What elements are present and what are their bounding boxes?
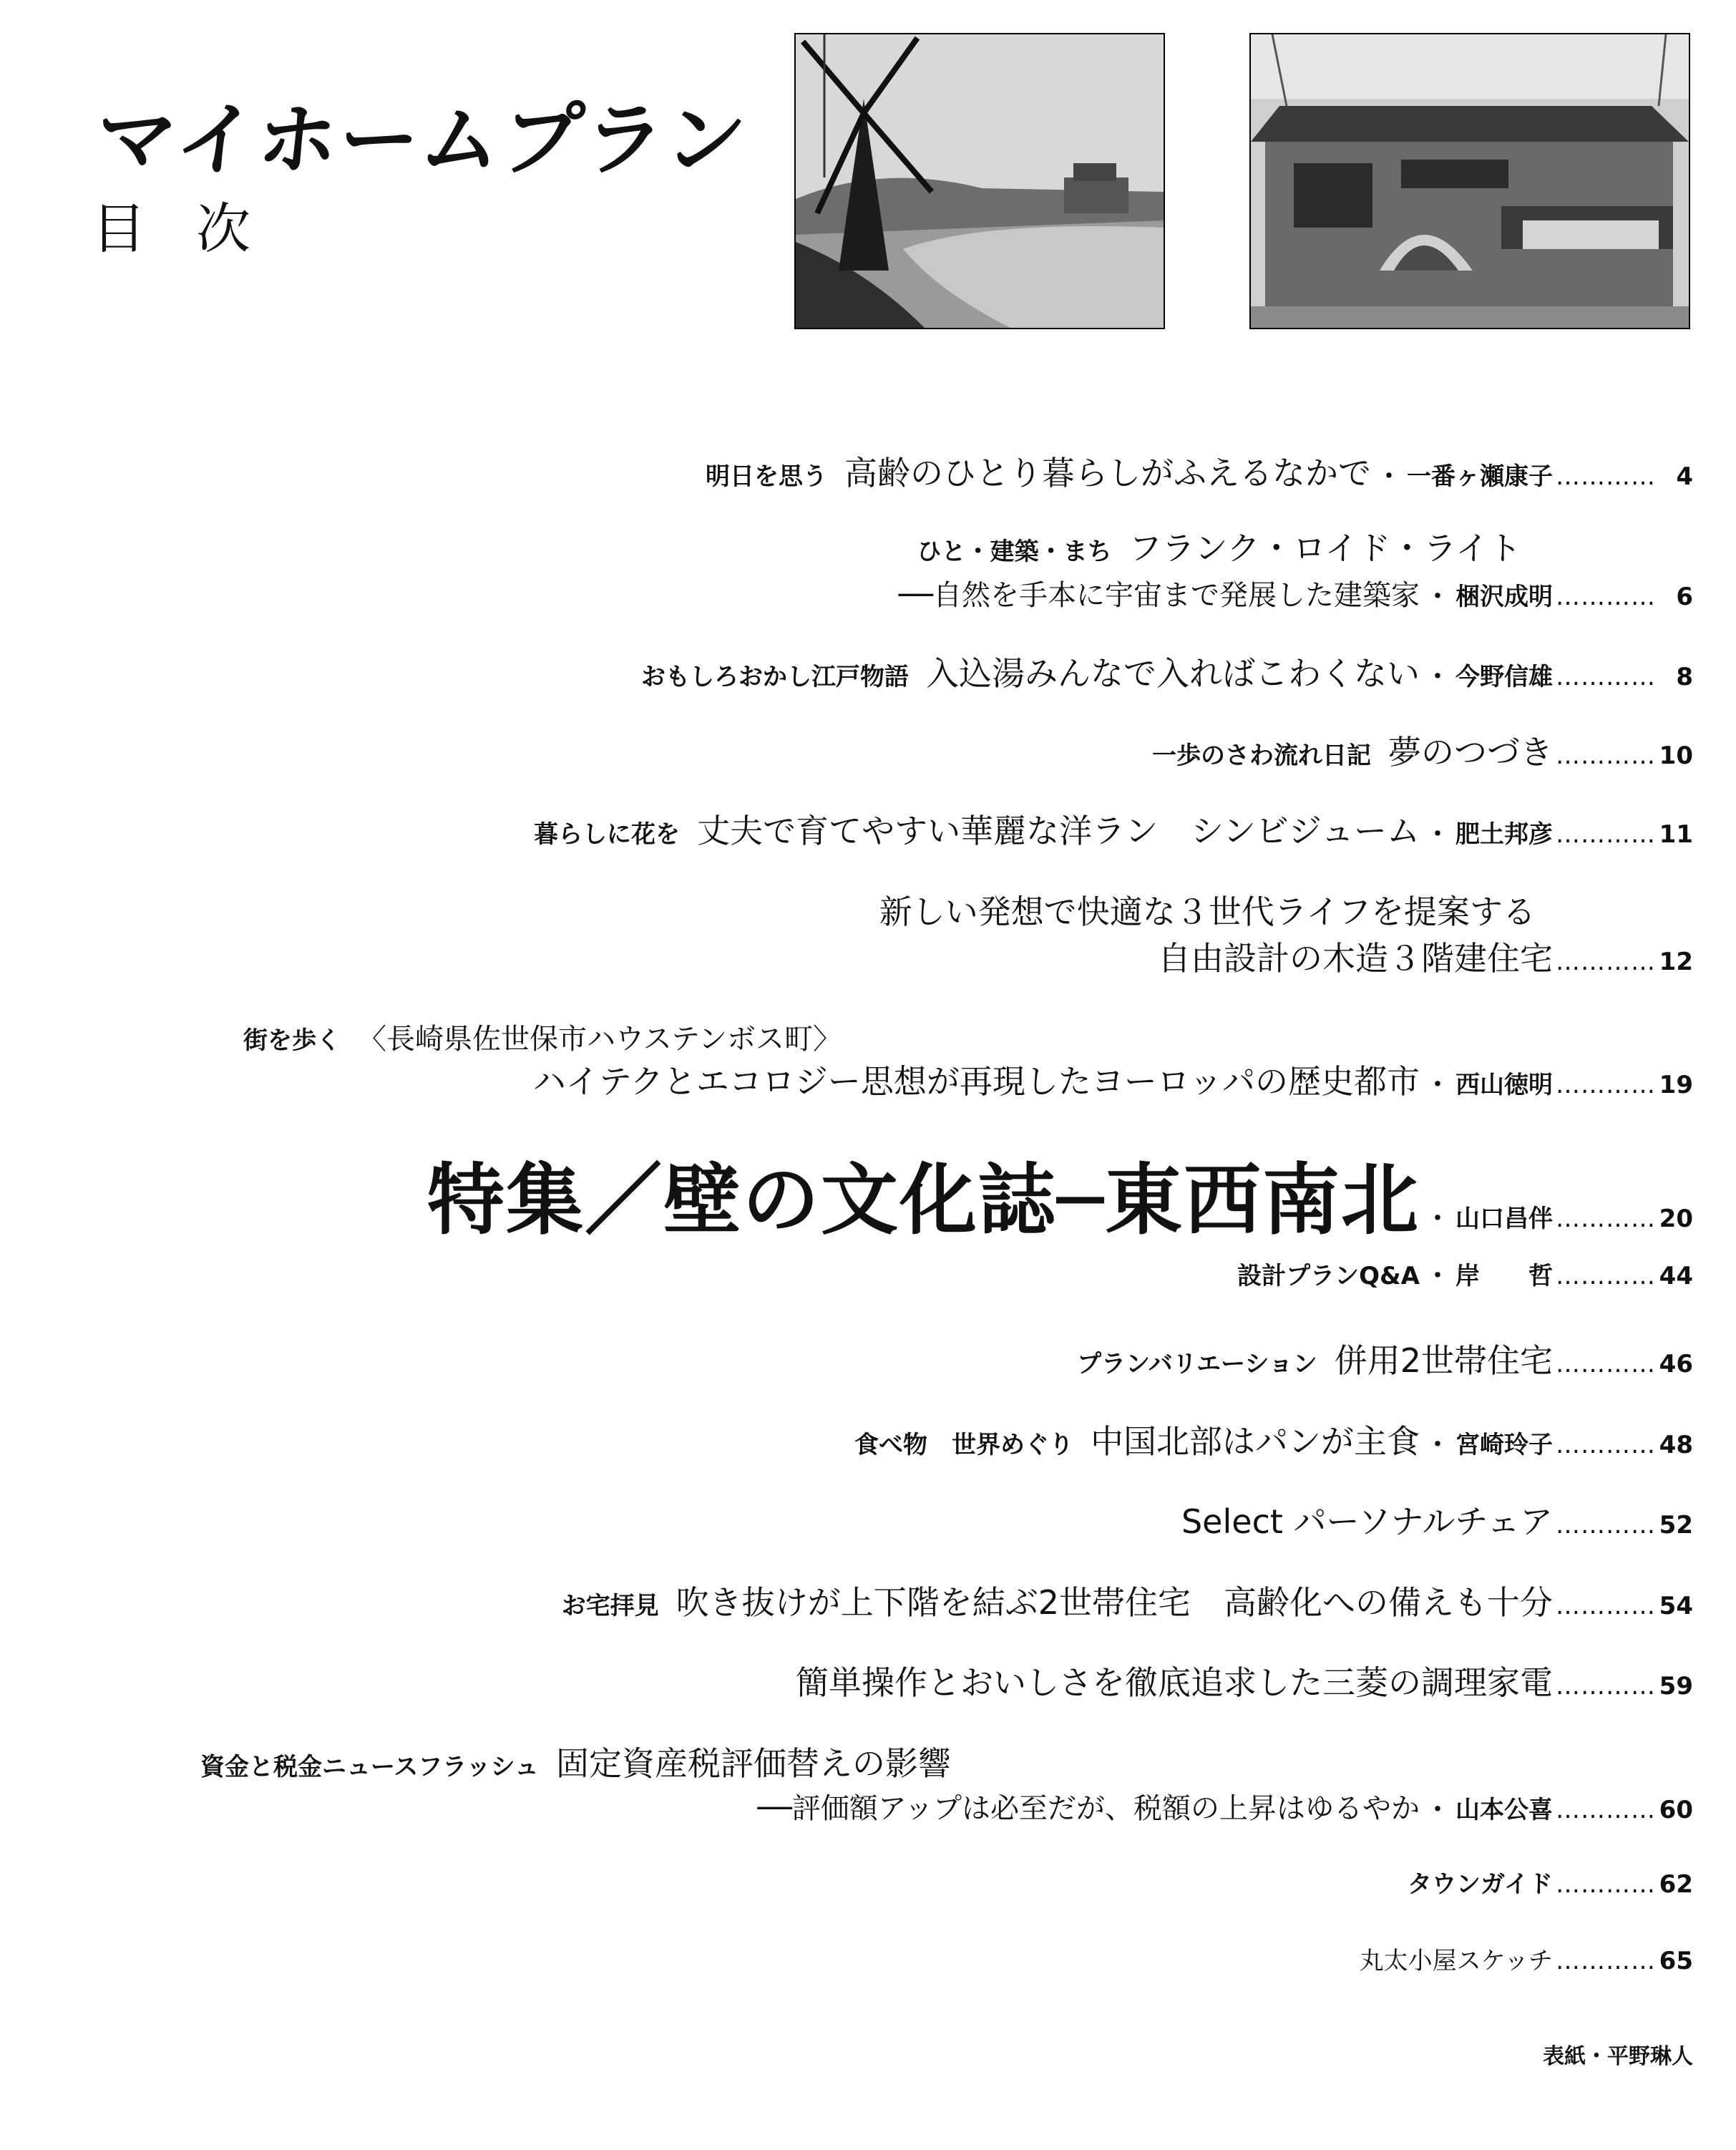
leader-dots: ………… bbox=[1556, 741, 1656, 770]
toc-entry[interactable] bbox=[706, 447, 1693, 495]
entry-page: 12 bbox=[1659, 948, 1693, 976]
entry-title: 入込湯みんなで入ればこわくない bbox=[926, 654, 1420, 693]
entry-title: 〈長崎県佐世保市ハウステンボス町〉 bbox=[358, 1023, 842, 1056]
toc-entry[interactable] bbox=[1237, 1256, 1693, 1291]
separator-dot: ・ bbox=[1425, 583, 1450, 611]
entry-title: 丸太小屋スケッチ bbox=[1359, 1947, 1553, 1975]
toc-entry-sub[interactable] bbox=[1158, 933, 1693, 980]
entry-series: 明日を思う bbox=[706, 462, 827, 491]
entry-page: 8 bbox=[1676, 663, 1693, 691]
entry-author: 宮崎玲子 bbox=[1455, 1431, 1553, 1459]
leader-dots: ………… bbox=[1556, 1431, 1656, 1459]
leader-dots: ………… bbox=[1556, 1205, 1656, 1233]
entry-page: 20 bbox=[1659, 1205, 1693, 1233]
entry-page: 6 bbox=[1676, 583, 1693, 611]
entry-series: 暮らしに花を bbox=[534, 820, 681, 849]
entry-series: プランバリエーション bbox=[1077, 1350, 1317, 1378]
entry-page: 54 bbox=[1659, 1592, 1693, 1620]
separator-dot: ・ bbox=[1425, 1262, 1450, 1290]
entry-series: 資金と税金ニュースフラッシュ bbox=[200, 1753, 539, 1781]
leader-dots: ………… bbox=[1556, 1947, 1656, 1975]
entry-author: 梱沢成明 bbox=[1455, 583, 1553, 611]
entry-title: 固定資産税評価替えの影響 bbox=[555, 1744, 951, 1783]
toc-entry[interactable] bbox=[562, 1577, 1693, 1624]
entry-title: フランク・ロイド・ライト bbox=[1128, 529, 1521, 568]
toc-entry[interactable] bbox=[1181, 1496, 1693, 1543]
feature-entry[interactable] bbox=[427, 1138, 1693, 1249]
entry-author: 西山徳明 bbox=[1455, 1071, 1553, 1099]
toc-entry[interactable] bbox=[854, 1416, 1693, 1463]
feature-title: 特集／壁の文化誌─東西南北 bbox=[426, 1155, 1420, 1245]
toc-entry[interactable] bbox=[1360, 1941, 1693, 1976]
separator-dot: ・ bbox=[1425, 663, 1450, 691]
toc-entry-sub[interactable] bbox=[899, 573, 1693, 613]
entry-author: 岸 哲 bbox=[1455, 1262, 1553, 1290]
separator-dot: ・ bbox=[1425, 1431, 1450, 1459]
entry-page: 46 bbox=[1659, 1350, 1693, 1378]
entry-page: 52 bbox=[1659, 1511, 1693, 1539]
leader-dots: ………… bbox=[1556, 663, 1656, 691]
entry-title: 吹き抜けが上下階を結ぶ2世帯住宅 高齢化への備えも十分 bbox=[676, 1583, 1553, 1622]
entry-title: 丈夫で育てやすい華麗な洋ラン シンビジューム bbox=[697, 812, 1420, 850]
leader-dots: ………… bbox=[1556, 1262, 1656, 1290]
toc-entry[interactable] bbox=[1408, 1864, 1693, 1900]
entry-series: 食べ物 世界めぐり bbox=[854, 1431, 1073, 1459]
separator-dot: ・ bbox=[1425, 1796, 1450, 1824]
entry-title: 高齢のひとり暮らしがふえるなかで bbox=[844, 454, 1371, 492]
entry-series: 設計プランQ&A bbox=[1237, 1262, 1420, 1290]
entry-page: 19 bbox=[1659, 1071, 1693, 1099]
toc-heading: 目次 bbox=[92, 197, 301, 261]
entry-subtitle: 自由設計の木造３階建住宅 bbox=[1158, 939, 1553, 978]
entry-title: 新しい発想で快適な３世代ライフを提案する bbox=[879, 892, 1536, 931]
leader-dots: ………… bbox=[1556, 583, 1656, 611]
leader-dots: ………… bbox=[1556, 1511, 1656, 1539]
entry-series: おもしろおかし江戸物語 bbox=[641, 663, 909, 691]
cover-credit: 表紙・平野琳人 bbox=[1543, 2044, 1693, 2069]
leader-dots: ………… bbox=[1556, 1071, 1656, 1099]
entry-author: 今野信雄 bbox=[1455, 663, 1553, 691]
entry-series: 一歩のさわ流れ日記 bbox=[1152, 741, 1371, 770]
entry-subtitle: ──評価額アップは必至だが、税額の上昇はゆるやか bbox=[757, 1792, 1420, 1825]
entry-page: 60 bbox=[1659, 1796, 1693, 1824]
leader-dots: ………… bbox=[1556, 1592, 1656, 1620]
leader-dots: ………… bbox=[1556, 462, 1656, 491]
entry-subtitle: ──自然を手本に宇宙まで発展した建築家 bbox=[898, 579, 1420, 612]
entry-title: 併用2世帯住宅 bbox=[1334, 1341, 1553, 1380]
toc-entry[interactable] bbox=[641, 648, 1693, 695]
leader-dots: ………… bbox=[1556, 1350, 1656, 1378]
entry-page: 10 bbox=[1659, 741, 1693, 770]
entry-title: タウンガイド bbox=[1408, 1870, 1553, 1899]
entry-page: 4 bbox=[1676, 462, 1693, 491]
toc-entry[interactable] bbox=[200, 1738, 951, 1785]
entry-series: 街を歩く bbox=[243, 1026, 341, 1055]
entry-author: 山本公喜 bbox=[1455, 1796, 1553, 1824]
leader-dots: ………… bbox=[1556, 948, 1656, 976]
separator-dot: ・ bbox=[1425, 1071, 1450, 1099]
leader-dots: ………… bbox=[1556, 1796, 1656, 1824]
entry-title: 簡単操作とおいしさを徹底追求した三菱の調理家電 bbox=[796, 1663, 1553, 1702]
entry-author: 肥土邦彦 bbox=[1455, 820, 1553, 849]
leader-dots: ………… bbox=[1556, 1672, 1656, 1701]
entry-page: 65 bbox=[1659, 1947, 1693, 1975]
entry-subtitle: ハイテクとエコロジー思想が再現したヨーロッパの歴史都市 bbox=[532, 1062, 1420, 1101]
entry-page: 44 bbox=[1659, 1262, 1693, 1290]
entry-page: 11 bbox=[1659, 820, 1693, 849]
separator-dot: ・ bbox=[1425, 820, 1450, 849]
toc-entry[interactable] bbox=[1077, 1335, 1693, 1382]
entry-series: ひと・建築・まち bbox=[917, 538, 1112, 566]
leader-dots: ………… bbox=[1556, 820, 1656, 849]
toc-entry-sub[interactable] bbox=[533, 1056, 1693, 1103]
toc-entry[interactable] bbox=[917, 522, 1521, 570]
toc-entry[interactable] bbox=[534, 805, 1693, 852]
entry-title: 中国北部はパンが主食 bbox=[1091, 1422, 1420, 1461]
toc-entry[interactable] bbox=[243, 1016, 842, 1057]
separator-dot: ・ bbox=[1377, 462, 1401, 491]
magazine-title: マイホームプラン bbox=[91, 94, 752, 187]
entry-title: Select パーソナルチェア bbox=[1181, 1502, 1553, 1541]
entry-page: 59 bbox=[1659, 1672, 1693, 1701]
entry-page: 62 bbox=[1659, 1870, 1693, 1899]
entry-series: お宅拝見 bbox=[561, 1592, 659, 1620]
entry-author: 一番ヶ瀬康子 bbox=[1407, 462, 1553, 491]
entry-author: 山口昌伴 bbox=[1455, 1205, 1553, 1233]
entry-title: 夢のつづき bbox=[1388, 733, 1553, 772]
entry-page: 48 bbox=[1659, 1431, 1693, 1459]
toc-entry[interactable] bbox=[796, 1657, 1693, 1704]
separator-dot: ・ bbox=[1425, 1205, 1450, 1233]
toc-entry[interactable] bbox=[879, 886, 1536, 933]
toc-entry[interactable] bbox=[1152, 726, 1693, 774]
toc-entry-sub[interactable] bbox=[758, 1786, 1693, 1826]
leader-dots: ………… bbox=[1556, 1870, 1656, 1899]
